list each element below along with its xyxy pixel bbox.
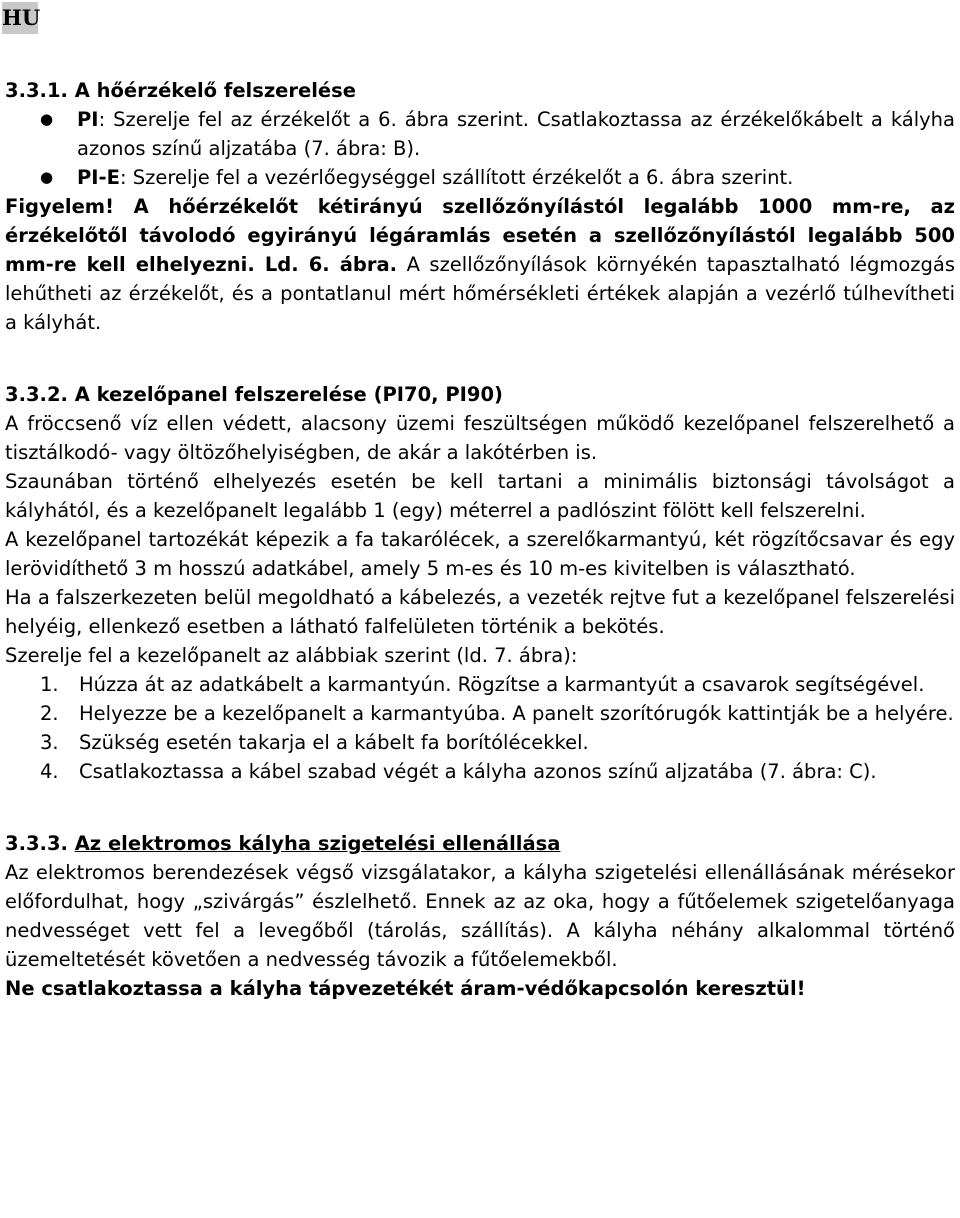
- section-title: 3.3.2. A kezelőpanel felszerelése (PI70, PI90): [5, 383, 503, 406]
- step-number: 3.: [40, 731, 59, 754]
- installation-steps: [5, 670, 955, 786]
- sensor-variant-list: [5, 105, 955, 192]
- paragraph: A fröccsenő víz ellen védett, alacsony üzemi feszültségen működő kezelőpanel felszerelhető a tisztálkodó- vagy öltözőhelyiségben, de akár a lakótérben is.: [5, 412, 955, 464]
- paragraph: Szaunában történő elhelyezés esetén be kell tartani a minimális biztonsági távolságot a kályhától, és a kezelőpanelt legalább 1 (egy) méterrel a padlószint fölött kell felszerelni.: [5, 470, 955, 522]
- warning-bold-text: A hőérzékelőt kétirányú szellőzőnyílástól legalább 1000 mm-re, az érzékelőtől távolodó egyirányú légáramlás esetén a szellőzőnyílástól legalább 500 mm-re kell elhelyezni. Ld. 6. ábra.: [5, 195, 955, 276]
- step-item: [5, 728, 955, 757]
- spacer: [5, 337, 955, 380]
- section-3-3-3: [5, 829, 955, 1003]
- step-number: 1.: [40, 673, 59, 696]
- spacer: [5, 786, 955, 829]
- paragraph: Ha a falszerkezeten belül megoldható a kábelezés, a vezeték rejtve fut a kezelőpanel felszerelési helyéig, ellenkező esetben a látható falfelületen történik a bekötés.: [5, 586, 955, 638]
- model-code: PI: [77, 108, 99, 131]
- language-tag: HU: [2, 2, 38, 34]
- safety-warning-text: Ne csatlakoztassa a kályha tápvezetékét áram-védőkapcsolón keresztül!: [5, 977, 806, 1000]
- bullet-icon: ●: [40, 168, 54, 186]
- warning-label: Figyelem!: [5, 195, 115, 218]
- list-item-text: : Szerelje fel az érzékelőt a 6. ábra szerint. Csatlakoztassa az érzékelőkábelt a kályha azonos színű aljzatába (7. ábra: B).: [77, 108, 955, 160]
- step-text: Helyezze be a kezelőpanelt a karmantyúba. A panelt szorítórugók kattintják be a helyére.: [79, 702, 954, 725]
- list-item: [5, 163, 955, 192]
- section-title-text: Az elektromos kályha szigetelési ellenállása: [74, 832, 561, 855]
- section-number: 3.3.3.: [5, 832, 75, 855]
- section-title: 3.3.1. A hőérzékelő felszerelése: [5, 79, 356, 102]
- step-item: [5, 670, 955, 699]
- step-item: [5, 699, 955, 728]
- paragraph: Az elektromos berendezések végső vizsgálatakor, a kályha szigetelési ellenállásának mérésekor előfordulhat, hogy „szivárgás” észlelhető. Ennek az az oka, hogy a fűtőelemek szigetelőanyaga nedvességet vett fel a levegőből (tárolás, szállítás). A kályha néhány alkalommal történő üzemeltetését követően a nedvesség távozik a fűtőelemekből.: [5, 861, 955, 971]
- paragraph: A kezelőpanel tartozékát képezik a fa takarólécek, a szerelőkarmantyú, két rögzítőcsavar és egy lerövidíthető 3 m hosszú adatkábel, amely 5 m-es és 10 m-es kivitelben is választható.: [5, 528, 955, 580]
- list-item: [5, 105, 955, 163]
- section-title: [5, 829, 955, 858]
- section-3-3-1: [5, 76, 955, 337]
- step-text: Csatlakoztassa a kábel szabad végét a kályha azonos színű aljzatába (7. ábra: C).: [79, 760, 877, 783]
- model-code: PI-E: [77, 166, 120, 189]
- document-content: [5, 76, 955, 1003]
- safety-warning: [5, 974, 955, 1003]
- list-item-text: : Szerelje fel a vezérlőegységgel szállított érzékelőt a 6. ábra szerint.: [119, 166, 794, 189]
- paragraph: Szerelje fel a kezelőpanelt az alábbiak szerint (ld. 7. ábra):: [5, 644, 578, 667]
- step-number: 4.: [40, 760, 59, 783]
- bullet-icon: ●: [40, 110, 54, 128]
- warning-text: A szellőzőnyílások környékén tapasztalható légmozgás lehűtheti az érzékelőt, és a pontatlanul mért hőmérsékleti értékek alapján a vezérlő túlhevítheti a kályhát.: [5, 253, 955, 334]
- step-item: [5, 757, 955, 786]
- step-number: 2.: [40, 702, 59, 725]
- warning-paragraph: [5, 192, 955, 337]
- step-text: Szükség esetén takarja el a kábelt fa borítólécekkel.: [79, 731, 589, 754]
- section-3-3-2: [5, 380, 955, 786]
- step-text: Húzza át az adatkábelt a karmantyún. Rögzítse a karmantyút a csavarok segítségével.: [79, 673, 925, 696]
